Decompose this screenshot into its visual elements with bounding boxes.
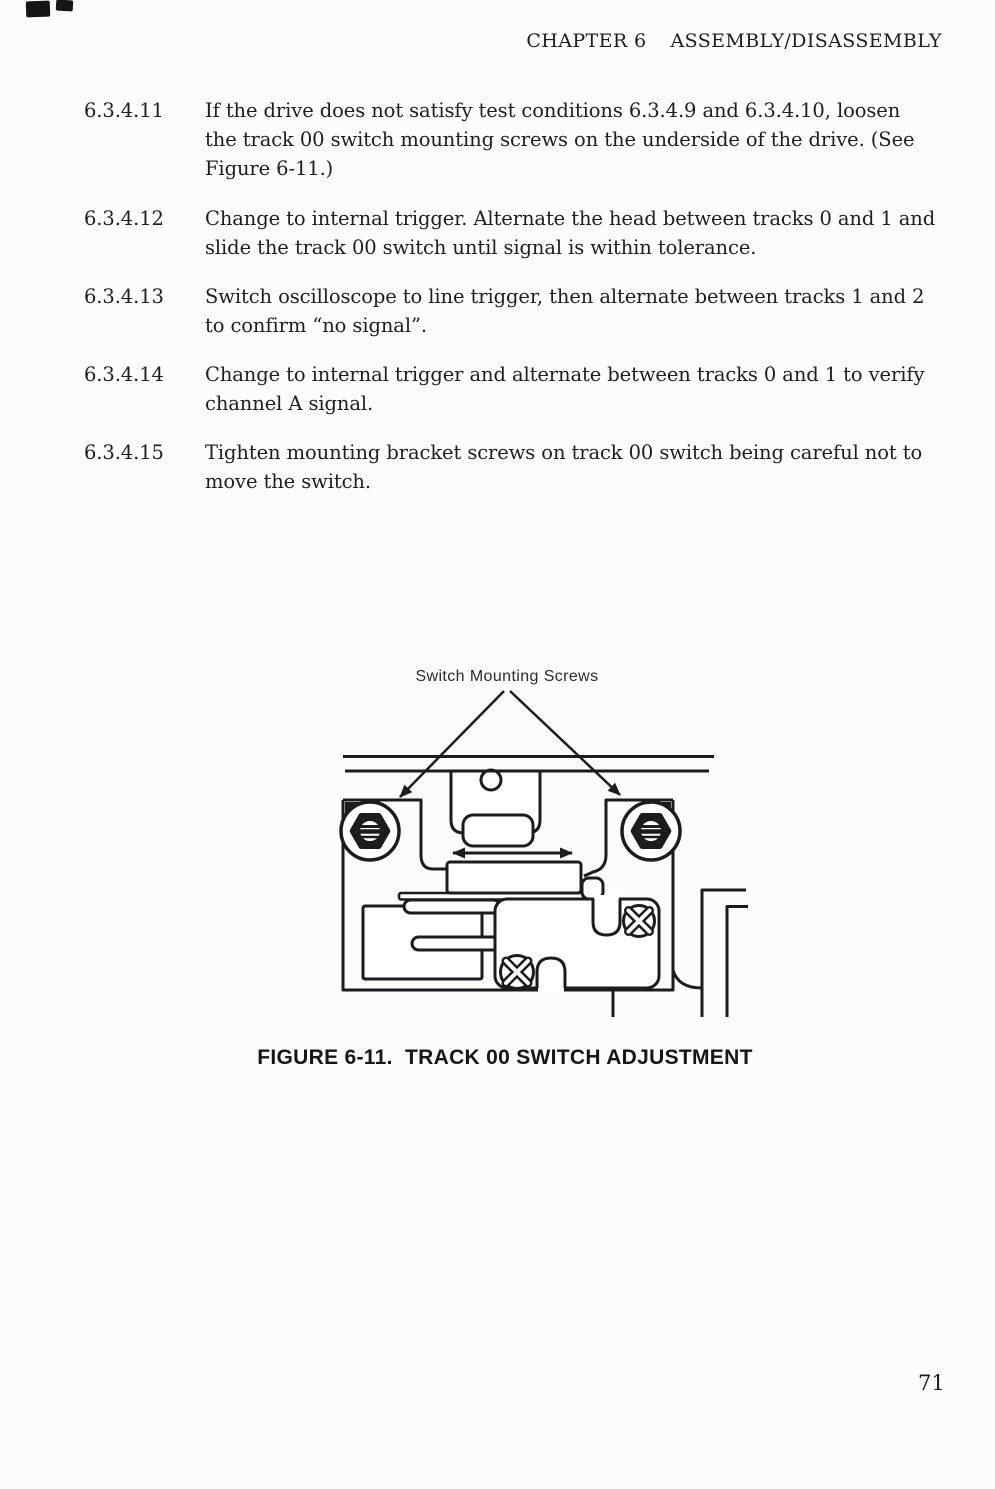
text-line: move the switch. — [205, 470, 371, 493]
text-line: to confirm “no signal”. — [205, 314, 427, 337]
paragraph-number: 6.3.4.14 — [84, 363, 164, 386]
paragraph-number: 6.3.4.11 — [84, 99, 164, 122]
text-line: the track 00 switch mounting screws on the underside of the drive. (See — [205, 128, 915, 151]
scan-artifact-mark-2 — [56, 0, 74, 11]
text-line: If the drive does not satisfy test conditions 6.3.4.9 and 6.3.4.10, loosen — [205, 99, 901, 122]
phillips-screw-top — [624, 906, 655, 937]
figure-label: Switch Mounting Screws — [415, 668, 599, 685]
text-line: Figure 6-11.) — [205, 157, 334, 180]
paragraph-text — [205, 282, 924, 340]
paragraph-6-3-4-11 — [84, 96, 914, 183]
paragraph-number: 6.3.4.15 — [84, 441, 164, 464]
paragraph-text — [205, 204, 935, 262]
figure-track00-switch-diagram — [325, 653, 780, 1025]
chassis-rail-lines — [343, 757, 714, 772]
figure-caption: FIGURE 6-11. TRACK 00 SWITCH ADJUSTMENT — [257, 1046, 753, 1069]
scan-artifact-mark-1 — [26, 1, 51, 18]
chapter-number: CHAPTER 6 — [526, 30, 647, 52]
text-line: slide the track 00 switch until signal is within tolerance. — [205, 236, 757, 259]
paragraph-6-3-4-15 — [84, 438, 922, 496]
paragraph-text — [205, 360, 924, 418]
text-line: Switch oscilloscope to line trigger, then alternate between tracks 1 and 2 — [205, 285, 925, 308]
chapter-title: ASSEMBLY/DISASSEMBLY — [670, 30, 942, 52]
paragraph-number: 6.3.4.13 — [84, 285, 164, 308]
left-mounting-screw — [341, 802, 399, 860]
paragraph-text — [205, 438, 922, 496]
phillips-screw-bottom — [501, 956, 534, 989]
paragraph-number: 6.3.4.12 — [84, 207, 164, 230]
carriage-tab — [451, 770, 540, 846]
paragraph-6-3-4-12 — [84, 204, 935, 262]
paragraph-text — [205, 96, 914, 183]
paragraph-6-3-4-14 — [84, 360, 924, 418]
text-line: Tighten mounting bracket screws on track 00 switch being careful not to — [205, 441, 923, 464]
text-line: Change to internal trigger. Alternate the head between tracks 0 and 1 and — [205, 207, 936, 230]
paragraph-6-3-4-13 — [84, 282, 924, 340]
text-line: channel A signal. — [205, 392, 374, 415]
page-header — [526, 30, 942, 52]
page-number: 71 — [918, 1371, 945, 1395]
switch-connector — [363, 900, 500, 979]
text-line: Change to internal trigger and alternate between tracks 0 and 1 to verify — [205, 363, 925, 386]
right-mounting-screw — [622, 802, 680, 860]
